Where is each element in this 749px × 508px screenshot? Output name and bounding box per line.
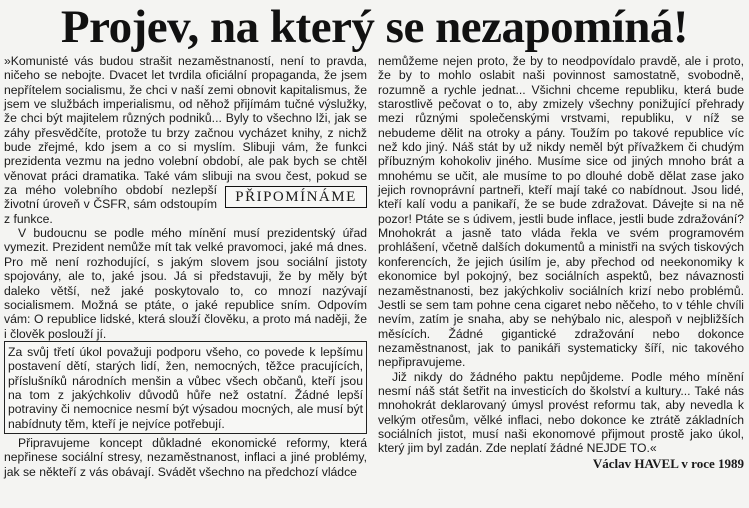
paragraph-intro	[4, 54, 367, 226]
paragraph-presidency: V budoucnu se podle mého mínění musí prezidentský úřad vymezit. Prezident nemůže mít tak velké pravomoci, jaké má dnes. Pro mě není rozhodující, s jakým slovem jsou sociální jistoty spojovány, ale to, jaké jsou. Já si představuji, že by měly být daleko větší, než jaké poskytovalo to, co mnozí nazývají socialismem. Možná se ptáte, o jaké republice sním. Odpovím vám: O republice lidské, která slouží člověku, a proto má naději, že i člověk poslouží jí.	[4, 226, 367, 341]
section-label: PŘIPOMÍNÁME	[235, 189, 357, 206]
paragraph-pact: Již nikdy do žádného paktu nepůjdeme. Podle mého mínění nesmí náš stát šetřit na investicích do školství a kultury... Také nás mnohokrát deklarovaný úmysl provést reformu tak, aby nevedla k velkým otřesům, vělké inflaci, nebo dokonce ke ztrátě základních sociálních jistot, musí naši ekonomové přijmout prostě jako úkol, který jim byl zadán. Zde neplatí žádné NEJDE TO.«	[378, 369, 744, 456]
headline: Projev, na který se nezapomíná!	[60, 1, 689, 53]
paragraph-republic-text-2: starostlivě pečovat o to, aby zmizely všechny ponižující přehrady mezi různými společenskými vrstvami, republiku, v níž se nebudeme dělit na otroky a pány. Toužím po takové republice víc než kdo jiný. Náš stát by už nikdy neměl být přívažkem či chudým příbuzným kohokoliv jiného. Musíme sice od jiných mnoho brát a mnohému se učit, ale musíme to po dlouhé době dělat zase jako jejich rovnoprávní partneři, kteří mají také co nabídnout. Jsou lidé, kteří kalí vodu a panikaří, že se bude zdražovat. Dávejte si na ně pozor!	[378, 97, 744, 226]
paragraph-third-task: Za svůj třetí úkol považuji podporu všeho, co povede k lepšímu postavení dětí, starých lidí, žen, nemocných, těžce pracujících, příslušníků národních menšin a vůbec všech občanů, kteří jsou na tom z jakýchkoliv důvodů hůře než ostatní. Žádné lepší potraviny či nemocnice nesmí být výsadou mocných, ale musí být nabídnuty těm, kteří je nejvíce potřebují.	[8, 344, 363, 431]
paragraph-intro-text: »Komunisté vás budou strašit nezaměstnaností, není to pravda, ničeho se nebojte. Dvacet let tvrdila oficiální propaganda, že jsem nepřítelem socialismu, že chci v naší zemi obnovit kapitalismus, že jsem ve službách imperialismu, od něhož přijímám tučné výslužky, že chci být majitelem různých podniků... Byly to všechno lži, jak se záhy přesvědčíte, protože tu brzy začnou vycházet knihy, z nichž bude zřejmé, kdo jsem a co si myslím. Slibuji vám, že funkci prezidenta vezmu na jedno volební období, ale pak bych se chtěl věnovat práci dramatika. Také vám slibuji	[4, 54, 367, 183]
paragraph-republic	[378, 54, 744, 370]
signature: Václav HAVEL v roce 1989	[592, 455, 744, 471]
paragraph-intro-text-continued: na svou čest, pokud se za mého volebního období nezlepší životní úroveň v ČSFR, sám odstoupím z funkce.	[4, 168, 367, 226]
section-label-box	[225, 186, 367, 208]
paragraph-republic-text: nemůžeme nejen proto, že by to neodpovídalo pravdě, ale i proto, že by to mohlo oslabit naši povinnost samostatně, svobodně, rozumně a rychle jednat... Všichni chceme republiku, která bude	[378, 54, 744, 97]
paragraph-reform: Připravujeme koncept důkladné ekonomické reformy, která nepřinese sociální stresy, nezaměstnanost, inflaci a jiné problémy, jak se někteří z vás obávají. Svádět všechno na předchozí vládce	[4, 435, 367, 479]
paragraph-third-task-box	[4, 341, 367, 434]
article-column-left	[4, 54, 367, 479]
article-column-right	[378, 54, 744, 471]
paragraph-inflation-text: Ptáte se s údivem, jestli bude inflace, jestli bude zdražování? Mnohokrát a jasně tato vláda řekla ve svém programovém prohlášení, včetně dalších dokumentů a ministři na svých tiskových konferencích, že jejich úsilím je, aby přechod od neekonomiky k ekonomice byl pokojný, bez sociálních aspektů, bez návaznosti nezaměstnanosti, bez jakýchkoliv sociálních krizí nebo problémů. Jestli se sem tam pohne cena cigaret nebo něčeho, to v téhle chvíli nevím, zatím je snaha, aby se nehýbalo nic, alespoň v nejbližších měsících.	[378, 211, 744, 341]
paragraph-no-price-hikes: Žádné gigantické zdražování nebo dokonce nezaměstnanost, jak to panikáři systematicky šíří, nic takového nepřipravujeme.	[378, 326, 744, 370]
